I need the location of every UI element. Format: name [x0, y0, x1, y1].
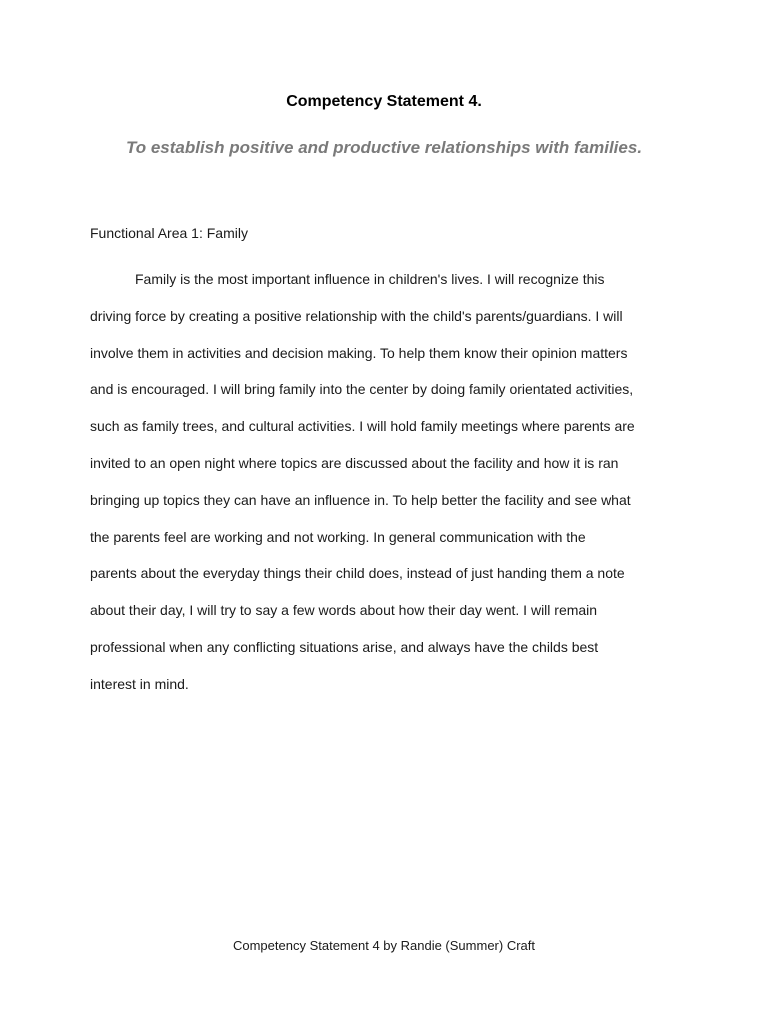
page-title: Competency Statement 4. [286, 93, 482, 110]
paragraph-line: professional when any conflicting situations arise, and always have the childs best [90, 638, 599, 655]
paragraph-line: about their day, I will try to say a few words about how their day went. I will remain [90, 602, 598, 619]
body-paragraph [90, 261, 680, 703]
paragraph-line: the parents feel are working and not working. In general communication with the [90, 528, 586, 545]
paragraph-line: invited to an open night where topics are discussed about the facility and how it is ran [90, 454, 619, 471]
paragraph-line: driving force by creating a positive relationship with the child's parents/guardians. I will [90, 307, 623, 324]
paragraph-line: parents about the everyday things their child does, instead of just handing them a note [90, 565, 625, 582]
paragraph-line: interest in mind. [90, 675, 189, 692]
paragraph-line: involve them in activities and decision making. To help them know their opinion matters [90, 344, 628, 361]
paragraph-line: bringing up topics they can have an influence in. To help better the facility and see what [90, 491, 631, 508]
paragraph-line: and is encouraged. I will bring family into the center by doing family orientated activities, [90, 381, 634, 398]
functional-area-heading: Functional Area 1: Family [90, 225, 248, 241]
paragraph-line: Family is the most important influence in children's lives. I will recognize this [135, 271, 605, 287]
page-footer: Competency Statement 4 by Randie (Summer) Craft [232, 938, 535, 953]
paragraph-line: such as family trees, and cultural activities. I will hold family meetings where parents are [90, 418, 635, 435]
page-subtitle: To establish positive and productive relationships with families. [125, 138, 643, 157]
